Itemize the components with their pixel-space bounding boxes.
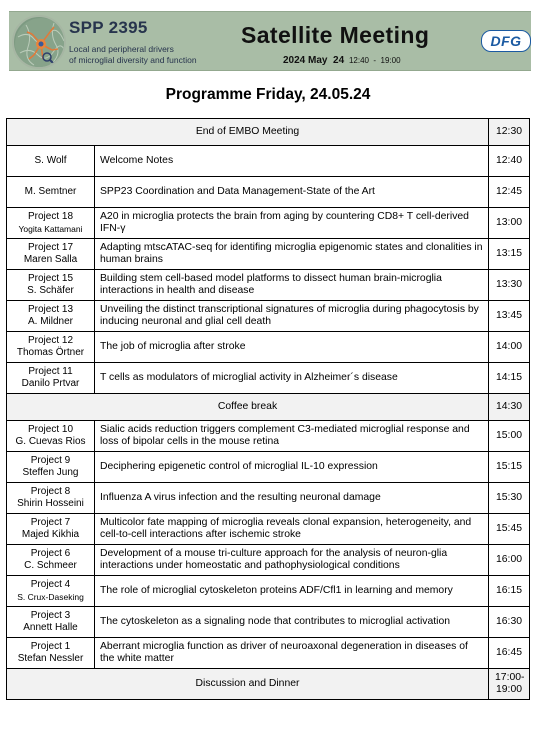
programme-heading: Programme Friday, 24.05.24 bbox=[165, 86, 371, 103]
talk-title: Aberrant microglia function as driver of neuroaxonal degeneration in diseases of the white matter bbox=[95, 638, 489, 669]
spp-subtitle-line1: Local and peripheral drivers bbox=[69, 44, 174, 54]
schedule-row bbox=[7, 146, 530, 177]
speaker-cell bbox=[7, 146, 95, 177]
project-label: Project 12 bbox=[27, 334, 74, 346]
project-label: Project 6 bbox=[30, 547, 71, 559]
talk-title: The job of microglia after stroke bbox=[95, 332, 489, 363]
schedule-row bbox=[7, 545, 530, 576]
talk-title: Welcome Notes bbox=[95, 146, 489, 177]
meeting-date-line bbox=[283, 55, 401, 66]
speaker-name: Maren Salla bbox=[23, 254, 78, 265]
project-label: Project 15 bbox=[27, 272, 74, 284]
speaker-cell bbox=[7, 483, 95, 514]
talk-title: T cells as modulators of microglial activity in Alzheimer´s disease bbox=[95, 363, 489, 394]
talk-title: Adapting mtscATAC-seq for identifing microglia epigenomic states and clonalities in human brains bbox=[95, 239, 489, 270]
speaker-name: Steffen Jung bbox=[22, 467, 79, 478]
spp-logo-microglia-icon bbox=[12, 15, 66, 69]
project-label: Project 3 bbox=[30, 609, 71, 621]
talk-title: The cytoskeleton as a signaling node that contributes to microglial activation bbox=[95, 607, 489, 638]
talk-title: Influenza A virus infection and the resulting neuronal damage bbox=[95, 483, 489, 514]
time-cell: 16:30 bbox=[489, 607, 530, 638]
schedule-row bbox=[7, 669, 530, 700]
speaker-cell bbox=[7, 239, 95, 270]
break-label: End of EMBO Meeting bbox=[7, 119, 489, 146]
schedule-row bbox=[7, 638, 530, 669]
break-label: Coffee break bbox=[7, 394, 489, 421]
time-cell: 14:00 bbox=[489, 332, 530, 363]
talk-title: SPP23 Coordination and Data Management-State of the Art bbox=[95, 177, 489, 208]
speaker-name: S. Wolf bbox=[34, 154, 67, 166]
schedule-row bbox=[7, 208, 530, 239]
speaker-cell bbox=[7, 332, 95, 363]
time-cell: 16:00 bbox=[489, 545, 530, 576]
time-cell: 13:00 bbox=[489, 208, 530, 239]
time-cell: 16:45 bbox=[489, 638, 530, 669]
talk-title: Sialic acids reduction triggers complement C3-mediated microglial response and loss of bipolar cells in the mouse retina bbox=[95, 421, 489, 452]
schedule-row bbox=[7, 483, 530, 514]
project-label: Project 8 bbox=[30, 485, 71, 497]
speaker-cell bbox=[7, 607, 95, 638]
schedule-row bbox=[7, 177, 530, 208]
time-cell: 17:00- 19:00 bbox=[489, 669, 530, 700]
time-cell: 14:30 bbox=[489, 394, 530, 421]
meeting-time: 12:40 - 19:00 bbox=[348, 56, 401, 65]
meeting-date: 2024 May 24 bbox=[283, 55, 345, 66]
schedule-row bbox=[7, 239, 530, 270]
speaker-cell bbox=[7, 208, 95, 239]
speaker-name: S. Schäfer bbox=[27, 285, 74, 296]
dfg-logo-text: DFG bbox=[490, 33, 522, 49]
speaker-cell bbox=[7, 452, 95, 483]
speaker-name: Shirin Hosseini bbox=[17, 498, 84, 509]
speaker-name: C. Schmeer bbox=[24, 560, 77, 571]
schedule-row bbox=[7, 514, 530, 545]
talk-title: The role of microglial cytoskeleton proteins ADF/Cfl1 in learning and memory bbox=[95, 576, 489, 607]
project-label: Project 4 bbox=[30, 578, 71, 590]
speaker-name: Yogita Kattamani bbox=[18, 224, 83, 234]
project-label: Project 10 bbox=[27, 423, 74, 435]
speaker-cell bbox=[7, 576, 95, 607]
dfg-logo bbox=[481, 30, 531, 52]
talk-title: Building stem cell-based model platforms to dissect human brain-microglia interactions in health and disease bbox=[95, 270, 489, 301]
schedule-table bbox=[6, 118, 530, 700]
speaker-name: M. Semtner bbox=[24, 185, 77, 197]
speaker-name: Danilo Prtvar bbox=[21, 378, 80, 389]
schedule-row bbox=[7, 394, 530, 421]
speaker-name: Thomas Örtner bbox=[16, 347, 85, 358]
spp-title: SPP 2395 bbox=[69, 18, 148, 37]
talk-title: Unveiling the distinct transcriptional signatures of microglia during phagocytosis by inducing neuronal and glial cell death bbox=[95, 301, 489, 332]
schedule-row bbox=[7, 301, 530, 332]
time-cell: 15:00 bbox=[489, 421, 530, 452]
header-banner bbox=[9, 11, 531, 71]
time-cell: 13:15 bbox=[489, 239, 530, 270]
speaker-name: S. Crux-Daseking bbox=[17, 592, 84, 602]
spp-subtitle-line2: of microglial diversity and function bbox=[69, 55, 197, 65]
time-cell: 15:45 bbox=[489, 514, 530, 545]
project-label: Project 7 bbox=[30, 516, 71, 528]
time-cell: 15:15 bbox=[489, 452, 530, 483]
speaker-cell bbox=[7, 638, 95, 669]
speaker-name: Stefan Nessler bbox=[17, 653, 84, 664]
time-cell: 12:40 bbox=[489, 146, 530, 177]
project-label: Project 9 bbox=[30, 454, 71, 466]
meeting-title: Satellite Meeting bbox=[241, 22, 430, 48]
speaker-cell bbox=[7, 301, 95, 332]
speaker-cell bbox=[7, 514, 95, 545]
schedule-row bbox=[7, 332, 530, 363]
speaker-cell bbox=[7, 421, 95, 452]
project-label: Project 17 bbox=[27, 241, 74, 253]
schedule-row bbox=[7, 270, 530, 301]
talk-title: Multicolor fate mapping of microglia reveals clonal expansion, heterogeneity, and cell-to-cell interactions after ischemic stroke bbox=[95, 514, 489, 545]
schedule-row bbox=[7, 421, 530, 452]
project-label: Project 11 bbox=[28, 365, 73, 377]
speaker-cell bbox=[7, 545, 95, 576]
speaker-name: Majed Kikhia bbox=[21, 529, 80, 540]
project-label: Project 1 bbox=[30, 640, 71, 652]
project-label: Project 18 bbox=[27, 210, 74, 222]
schedule-row bbox=[7, 363, 530, 394]
speaker-cell bbox=[7, 270, 95, 301]
speaker-name: Annett Halle bbox=[23, 622, 78, 633]
talk-title: A20 in microglia protects the brain from aging by countering CD8+ T cell-derived IFN-γ bbox=[95, 208, 489, 239]
speaker-cell bbox=[7, 363, 95, 394]
schedule-row bbox=[7, 119, 530, 146]
speaker-name: G. Cuevas Rios bbox=[15, 436, 86, 447]
project-label: Project 13 bbox=[27, 303, 74, 315]
schedule-row bbox=[7, 576, 530, 607]
schedule-row bbox=[7, 452, 530, 483]
schedule-row bbox=[7, 607, 530, 638]
time-cell: 16:15 bbox=[489, 576, 530, 607]
talk-title: Development of a mouse tri-culture approach for the analysis of neuron-glia interactions under homeostatic and pathophysiological conditions bbox=[95, 545, 489, 576]
time-cell: 15:30 bbox=[489, 483, 530, 514]
time-cell: 13:30 bbox=[489, 270, 530, 301]
talk-title: Deciphering epigenetic control of microglial IL-10 expression bbox=[95, 452, 489, 483]
speaker-name: A. Mildner bbox=[27, 316, 73, 327]
time-cell: 13:45 bbox=[489, 301, 530, 332]
time-cell: 12:45 bbox=[489, 177, 530, 208]
time-cell: 12:30 bbox=[489, 119, 530, 146]
time-cell: 14:15 bbox=[489, 363, 530, 394]
break-label: Discussion and Dinner bbox=[7, 669, 489, 700]
speaker-cell bbox=[7, 177, 95, 208]
